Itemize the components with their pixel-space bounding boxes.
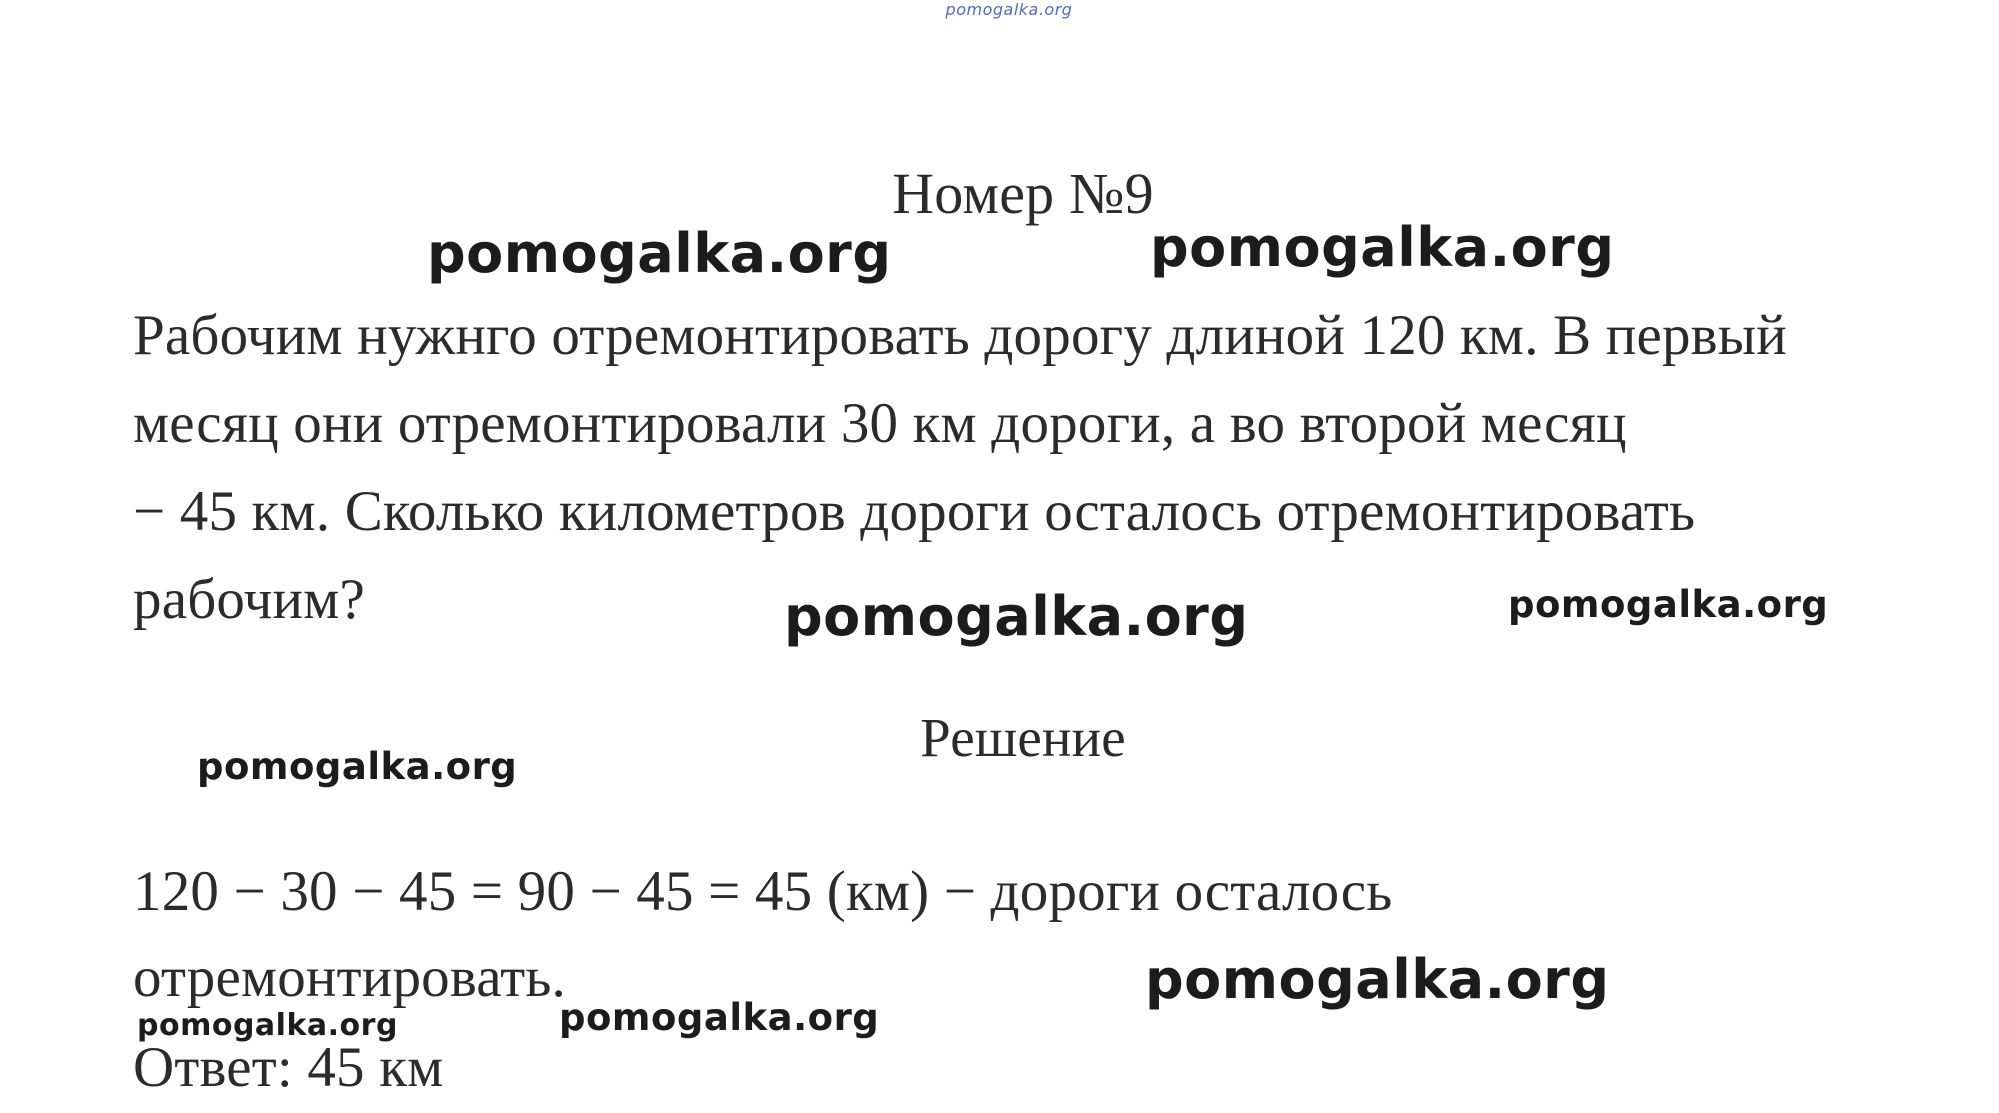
watermark: pomogalka.org [784, 585, 1249, 648]
task-line: Рабочим нужнго отремонтировать дорогу длиной 120 км. В первый [133, 304, 1787, 367]
solution-line: отремонтировать. [133, 946, 566, 1009]
task-line: − 45 км. Сколько километров дороги осталось отремонтировать [133, 480, 1696, 543]
task-line: месяц они отремонтировали 30 км дороги, а во второй месяц [133, 392, 1627, 455]
watermark: pomogalka.org [427, 222, 892, 285]
solution-heading: Решение [920, 707, 1126, 768]
watermark: pomogalka.org [1508, 583, 1829, 626]
watermark: pomogalka.org [137, 1008, 398, 1043]
watermark: pomogalka.org [197, 745, 518, 788]
answer-line: Ответ: 45 км [133, 1036, 444, 1099]
page-title: Номер №9 [892, 161, 1154, 226]
task-line: рабочим? [133, 568, 365, 631]
watermark: pomogalka.org [1145, 948, 1610, 1011]
watermark: pomogalka.org [1150, 216, 1615, 279]
watermark: pomogalka.org [559, 996, 880, 1039]
solution-line: 120 − 30 − 45 = 90 − 45 = 45 (км) − дороги осталось [133, 860, 1393, 923]
site-stamp: pomogalka.org [945, 0, 1073, 19]
